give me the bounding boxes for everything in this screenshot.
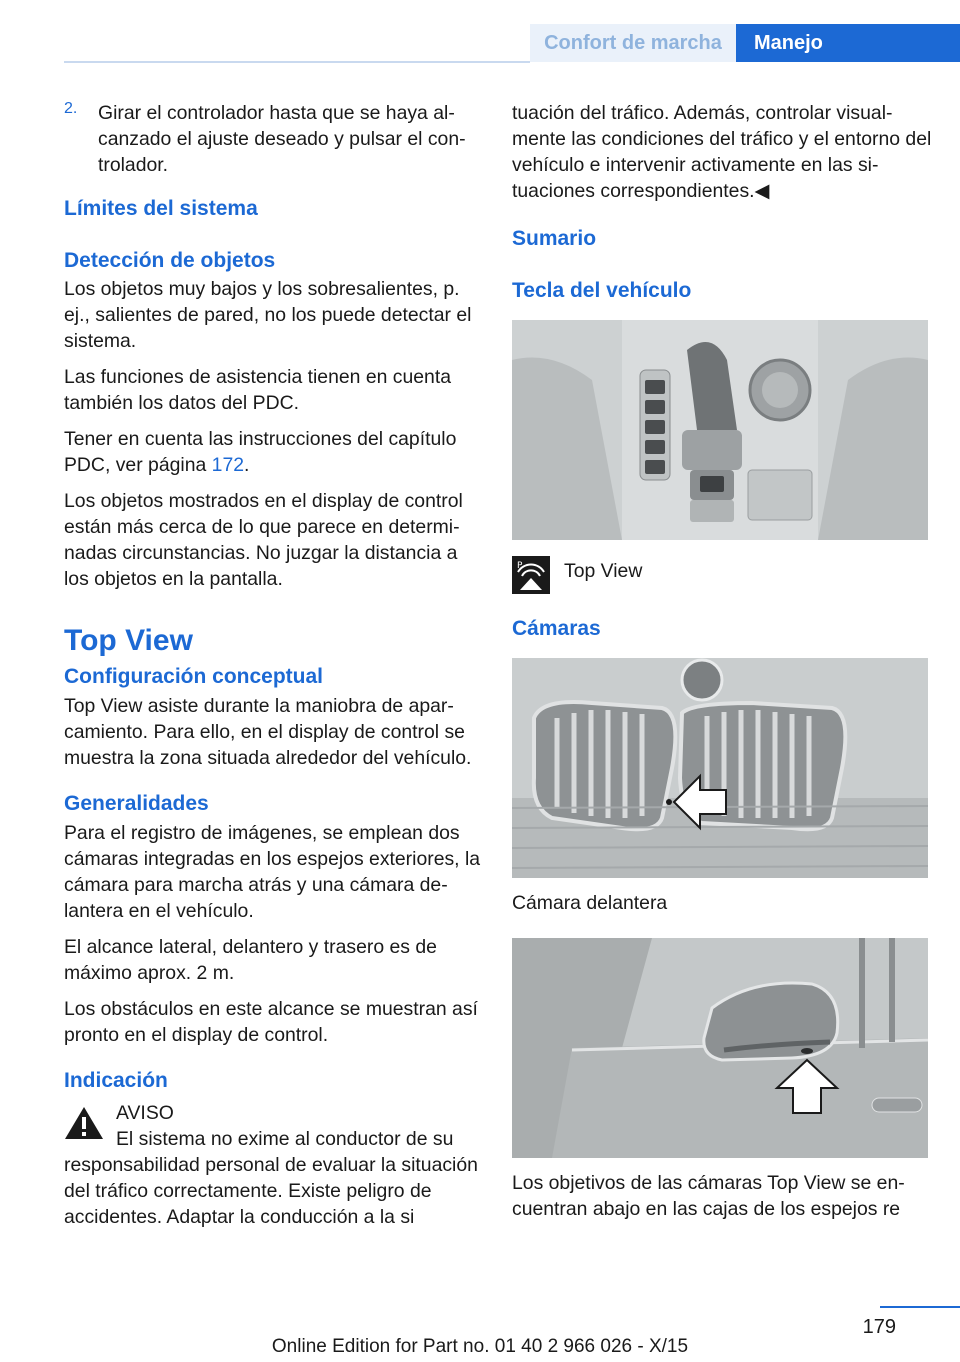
concept-paragraph: Top View asiste durante la maniobra de aparcamiento. Para ello, en el display de control se muestra la zona situada alrededor del vehículo. (64, 695, 472, 769)
warning-text-a: El sistema no exime al conductor de su (116, 1128, 454, 1150)
detection-p3-text: Tener en cuenta las instrucciones del capítulo PDC, ver página (64, 428, 457, 476)
topview-button-caption (512, 554, 932, 598)
cameras-heading: Cámaras (512, 617, 601, 640)
page-number: 179 (862, 1316, 896, 1338)
step-item (64, 100, 482, 178)
topview-camera-icon (512, 556, 550, 594)
page-link[interactable]: 172 (211, 454, 245, 476)
svg-text:P: P (517, 561, 523, 571)
detection-p3-end: . (244, 454, 250, 476)
topview-button-label: Top View (564, 560, 643, 582)
warning-text-b: responsabilidad personal de evaluar la situación del tráfico correctamente. Existe peligro de accidentes. Adaptar la conducción a la si (64, 1154, 478, 1228)
header-section: Confort de marcha (530, 24, 736, 62)
side-mirror-image (512, 938, 928, 1158)
button-heading: Tecla del vehículo (512, 279, 692, 302)
general-paragraph-1: Para el registro de imágenes, se emplean dos cámaras integradas en los espejos exteriores, la cámara para marcha atrás y una cámara delantera en el vehículo. (64, 822, 481, 922)
summary-heading: Sumario (512, 227, 597, 250)
detection-paragraph-3 (64, 426, 482, 478)
warning-triangle-icon (64, 1106, 104, 1140)
right-column (512, 100, 932, 1222)
step-number: 2. (64, 100, 78, 117)
detection-paragraph-1: Los objetos muy bajos y los sobresalientes, p. ej., salientes de pared, no los puede detectar el sistema. (64, 278, 472, 352)
note-heading: Indicación (64, 1069, 168, 1092)
header-chapter: Manejo (736, 24, 960, 62)
footer-edition: Online Edition for Part no. 01 40 2 966 026 - X/15 (271, 1336, 689, 1357)
header-rule (64, 61, 530, 63)
mirror-caption: Los objetivos de las cámaras Top View se encuentran abajo en las cajas de los espejos re (512, 1172, 905, 1220)
detection-heading: Detección de objetos (64, 249, 276, 272)
general-paragraph-2: El alcance lateral, delantero y trasero es de máximo aprox. 2 m. (64, 936, 437, 984)
front-camera-caption: Cámara delantera (512, 892, 668, 914)
general-paragraph-3: Los obstáculos en este alcance se muestran así pronto en el display de control. (64, 998, 478, 1046)
footer-rule (880, 1306, 960, 1308)
detection-paragraph-4: Los objetos mostrados en el display de control están más cerca de lo que parece en determinadas circunstancias. No juzgar la distancia a los objetos en la pantalla. (64, 490, 463, 590)
topview-heading: Top View (64, 624, 193, 657)
detection-paragraph-2: Las funciones de asistencia tienen en cuenta también los datos del PDC. (64, 366, 452, 414)
step-text: Girar el controlador hasta que se haya alcanzado el ajuste deseado y pulsar el controlador. (98, 102, 466, 176)
left-column (64, 100, 482, 1230)
continued-paragraph: tuación del tráfico. Además, controlar visualmente las condiciones del tráfico y el entorno del vehículo e intervenir activamente en las situaciones correspondientes.◀ (512, 102, 932, 202)
center-console-image (512, 320, 928, 540)
front-grille-image (512, 658, 928, 878)
general-heading: Generalidades (64, 792, 209, 815)
warning-label: AVISO (116, 1102, 174, 1124)
warning-block (64, 1100, 482, 1152)
page-header (0, 0, 960, 64)
limits-heading: Límites del sistema (64, 197, 258, 220)
concept-heading: Configuración conceptual (64, 665, 324, 688)
